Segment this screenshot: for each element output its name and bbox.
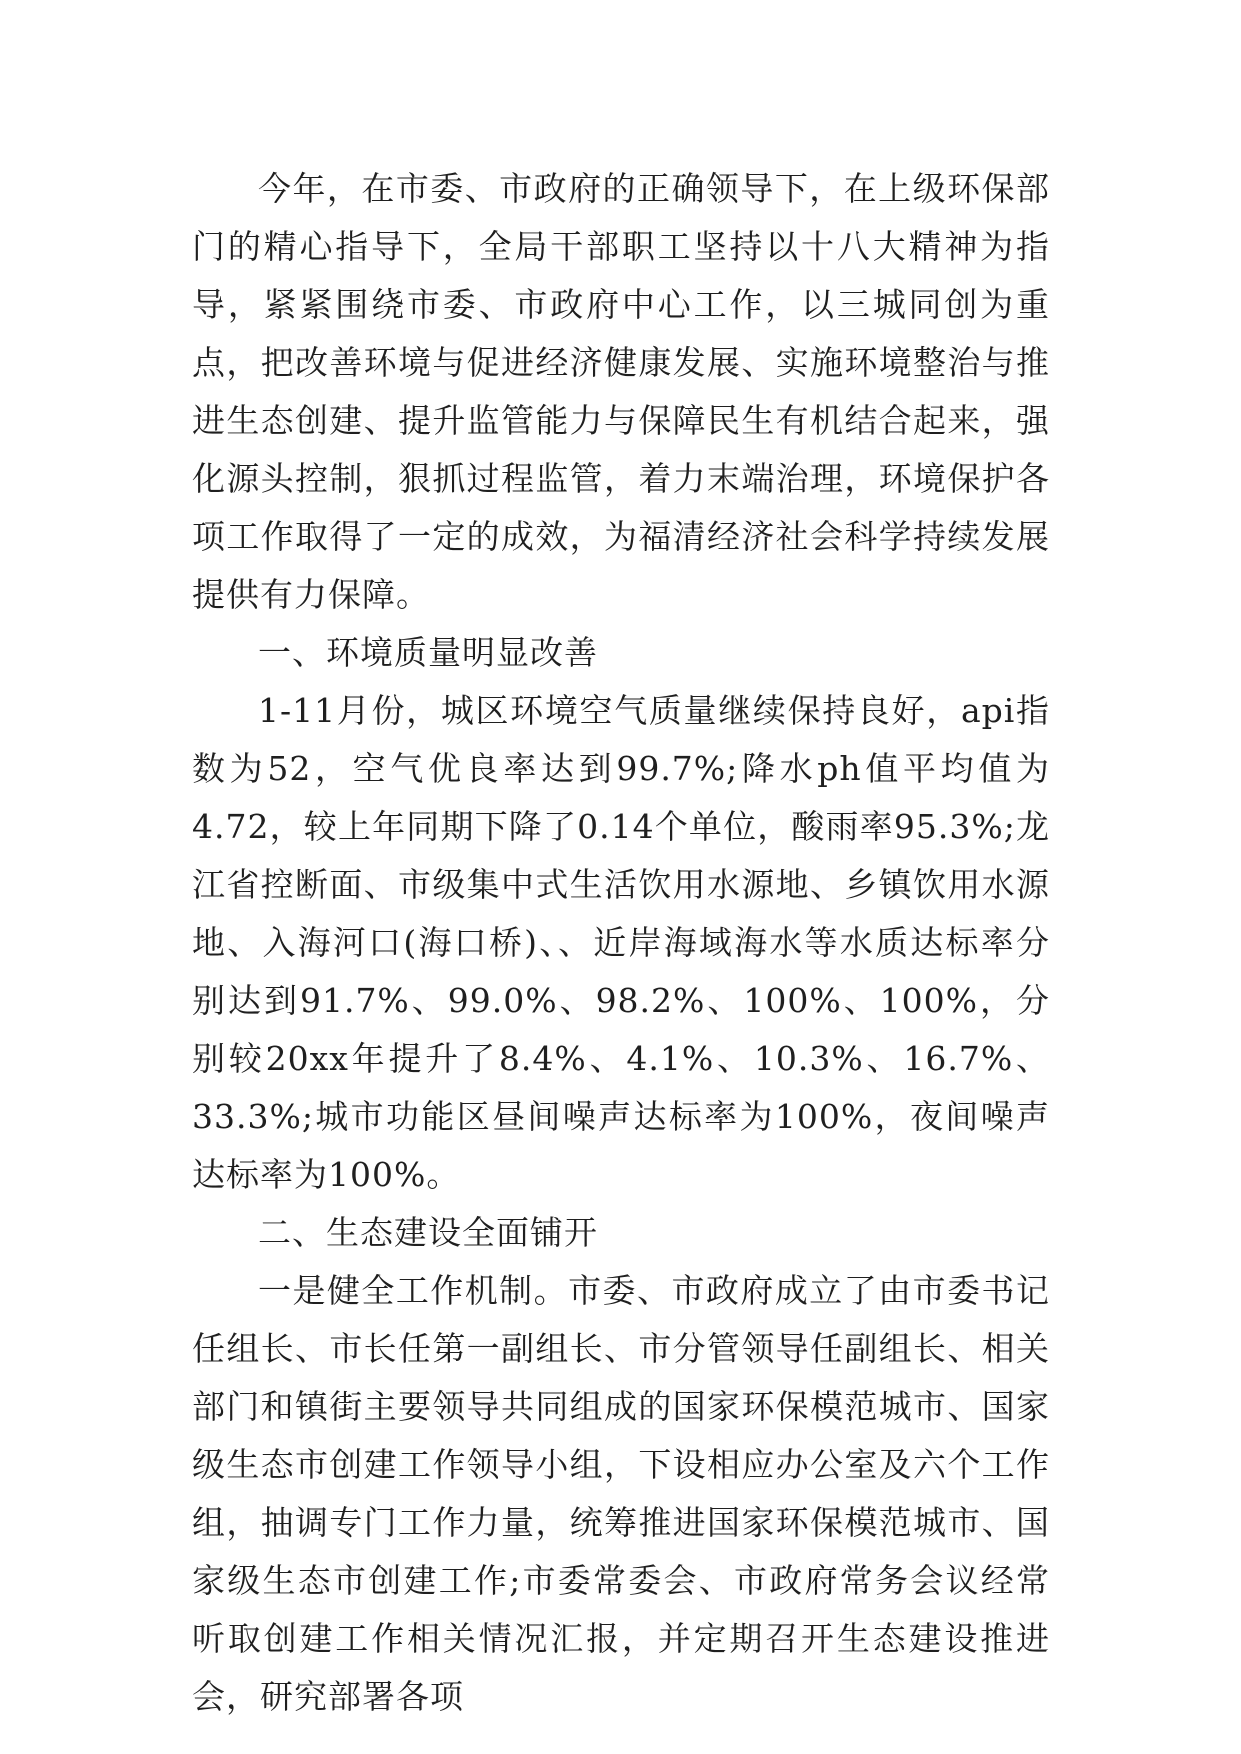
intro-paragraph: 今年，在市委、市政府的正确领导下，在上级环保部门的精心指导下，全局干部职工坚持以十八大精神为指导，紧紧围绕市委、市政府中心工作，以三城同创为重点，把改善环境与促进经济健康发展、实施环境整治与推进生态创建、提升监管能力与保障民生有机结合起来，强化源头控制，狠抓过程监管，着力末端治理，环境保护各项工作取得了一定的成效，为福清经济社会科学持续发展提供有力保障。 bbox=[192, 169, 1050, 614]
section-heading-ecological-construction: 二、生态建设全面铺开 bbox=[258, 1213, 598, 1252]
document-body bbox=[192, 160, 1050, 1726]
environment-quality-paragraph: 1-11月份，城区环境空气质量继续保持良好，api指数为52，空气优良率达到99.7%;降水ph值平均值为4.72，较上年同期下降了0.14个单位，酸雨率95.3%;龙江省控断面、市级集中式生活饮用水源地、乡镇饮用水源地、入海河口(海口桥)、、近岸海域海水等水质达标率分别达到91.7%、99.0%、98.2%、100%、100%，分别较20xx年提升了8.4%、4.1%、10.3%、16.7%、33.3%;城市功能区昼间噪声达标率为100%，夜间噪声达标率为100%。 bbox=[192, 691, 1050, 1194]
work-mechanism-paragraph: 一是健全工作机制。市委、市政府成立了由市委书记任组长、市长任第一副组长、市分管领导任副组长、相关部门和镇街主要领导共同组成的国家环保模范城市、国家级生态市创建工作领导小组，下设相应办公室及六个工作组，抽调专门工作力量，统筹推进国家环保模范城市、国家级生态市创建工作;市委常委会、市政府常务会议经常听取创建工作相关情况汇报，并定期召开生态建设推进会，研究部署各项 bbox=[192, 1271, 1050, 1716]
section-heading-environment-quality: 一、环境质量明显改善 bbox=[258, 633, 598, 672]
